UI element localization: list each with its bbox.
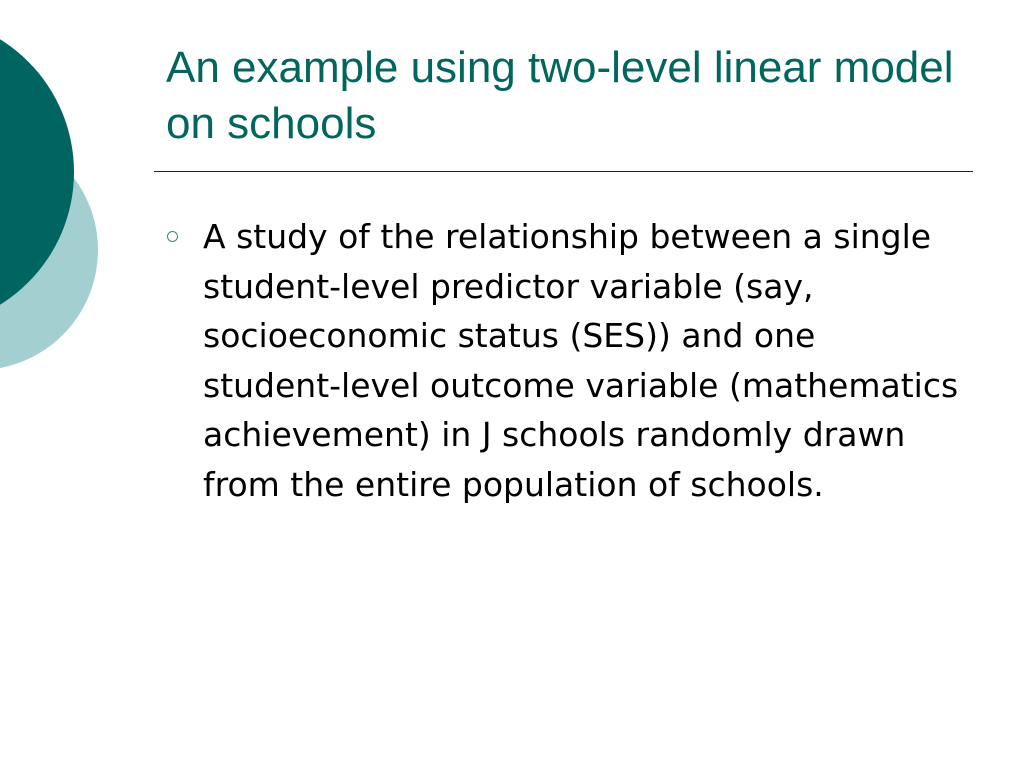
slide-title: An example using two-level linear model on schools <box>166 43 954 148</box>
bullet-text: A study of the relationship between a single student-level predictor variable (say, socioeconomic status (SES)) and one student-level outcome variable (mathematics achievement) in J schools randomly drawn from the entire population of schools. <box>203 217 959 504</box>
hollow-circle-bullet-icon <box>167 231 178 242</box>
decorative-circles-graphic <box>0 0 120 420</box>
title-divider <box>154 171 973 172</box>
bullet-item <box>160 212 980 509</box>
bullet-list <box>160 212 980 509</box>
